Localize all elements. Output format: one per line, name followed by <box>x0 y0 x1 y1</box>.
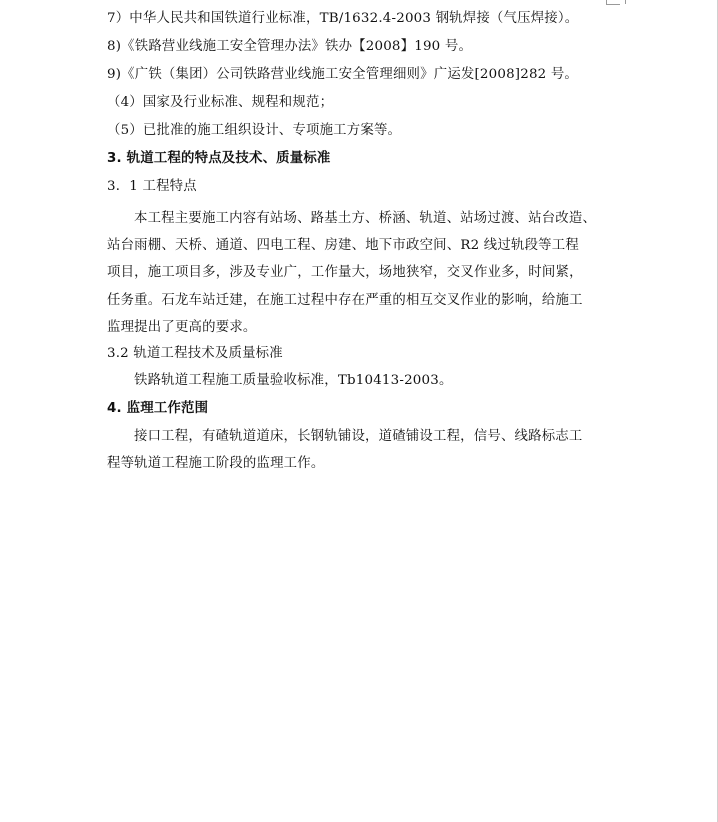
section-4-heading: 4. 监理工作范围 <box>107 401 209 417</box>
section-3-1-heading: 3．1 工程特点 <box>107 179 197 194</box>
reference-item-5: （5）已批准的施工组织设计、专项施工方案等。 <box>107 123 402 138</box>
reference-item-4: （4）国家及行业标准、规程和规范； <box>107 95 334 110</box>
paragraph-line: 本工程主要施工内容有站场、路基土方、桥涵、轨道、站场过渡、站台改造、 <box>134 211 597 226</box>
crop-mark-horizontal <box>606 4 620 5</box>
paragraph-line: 监理提出了更高的要求。 <box>107 319 257 335</box>
section-3-1-paragraph <box>107 205 607 341</box>
reference-item-8: 8)《铁路营业线施工安全管理办法》铁办【2008】190 号。 <box>107 39 473 54</box>
crop-mark-right <box>625 0 626 4</box>
document-body <box>107 5 607 477</box>
paragraph-line: 接口工程，有碴轨道道床，长钢轨铺设，道碴铺设工程，信号、线路标志工 <box>134 429 583 445</box>
section-3-heading: 3. 轨道工程的特点及技术、质量标准 <box>107 151 331 166</box>
paragraph-line: 站台雨棚、天桥、通道、四电工程、房建、地下市政空间、R2 线过轨段等工程 <box>107 238 579 254</box>
section-3-2-paragraph: 铁路轨道工程施工质量验收标准，Tb10413-2003。 <box>134 373 453 389</box>
section-4-paragraph <box>107 423 607 477</box>
reference-item-7: 7）中华人民共和国铁道行业标准，TB/1632.4-2003 钢轨焊接（气压焊接）。 <box>107 11 579 26</box>
paragraph-line: 任务重。石龙车站迁建，在施工过程中存在严重的相互交叉作业的影响，给施工 <box>107 292 583 308</box>
section-3-2-heading: 3.2 轨道工程技术及质量标准 <box>107 346 283 362</box>
reference-item-9: 9)《广铁（集团）公司铁路营业线施工安全管理细则》广运发[2008]282 号。 <box>107 67 579 82</box>
paragraph-line: 程等轨道工程施工阶段的监理工作。 <box>107 456 325 472</box>
paragraph-line: 项目，施工项目多，涉及专业广，工作量大，场地狭窄，交叉作业多，时间紧， <box>107 265 583 281</box>
